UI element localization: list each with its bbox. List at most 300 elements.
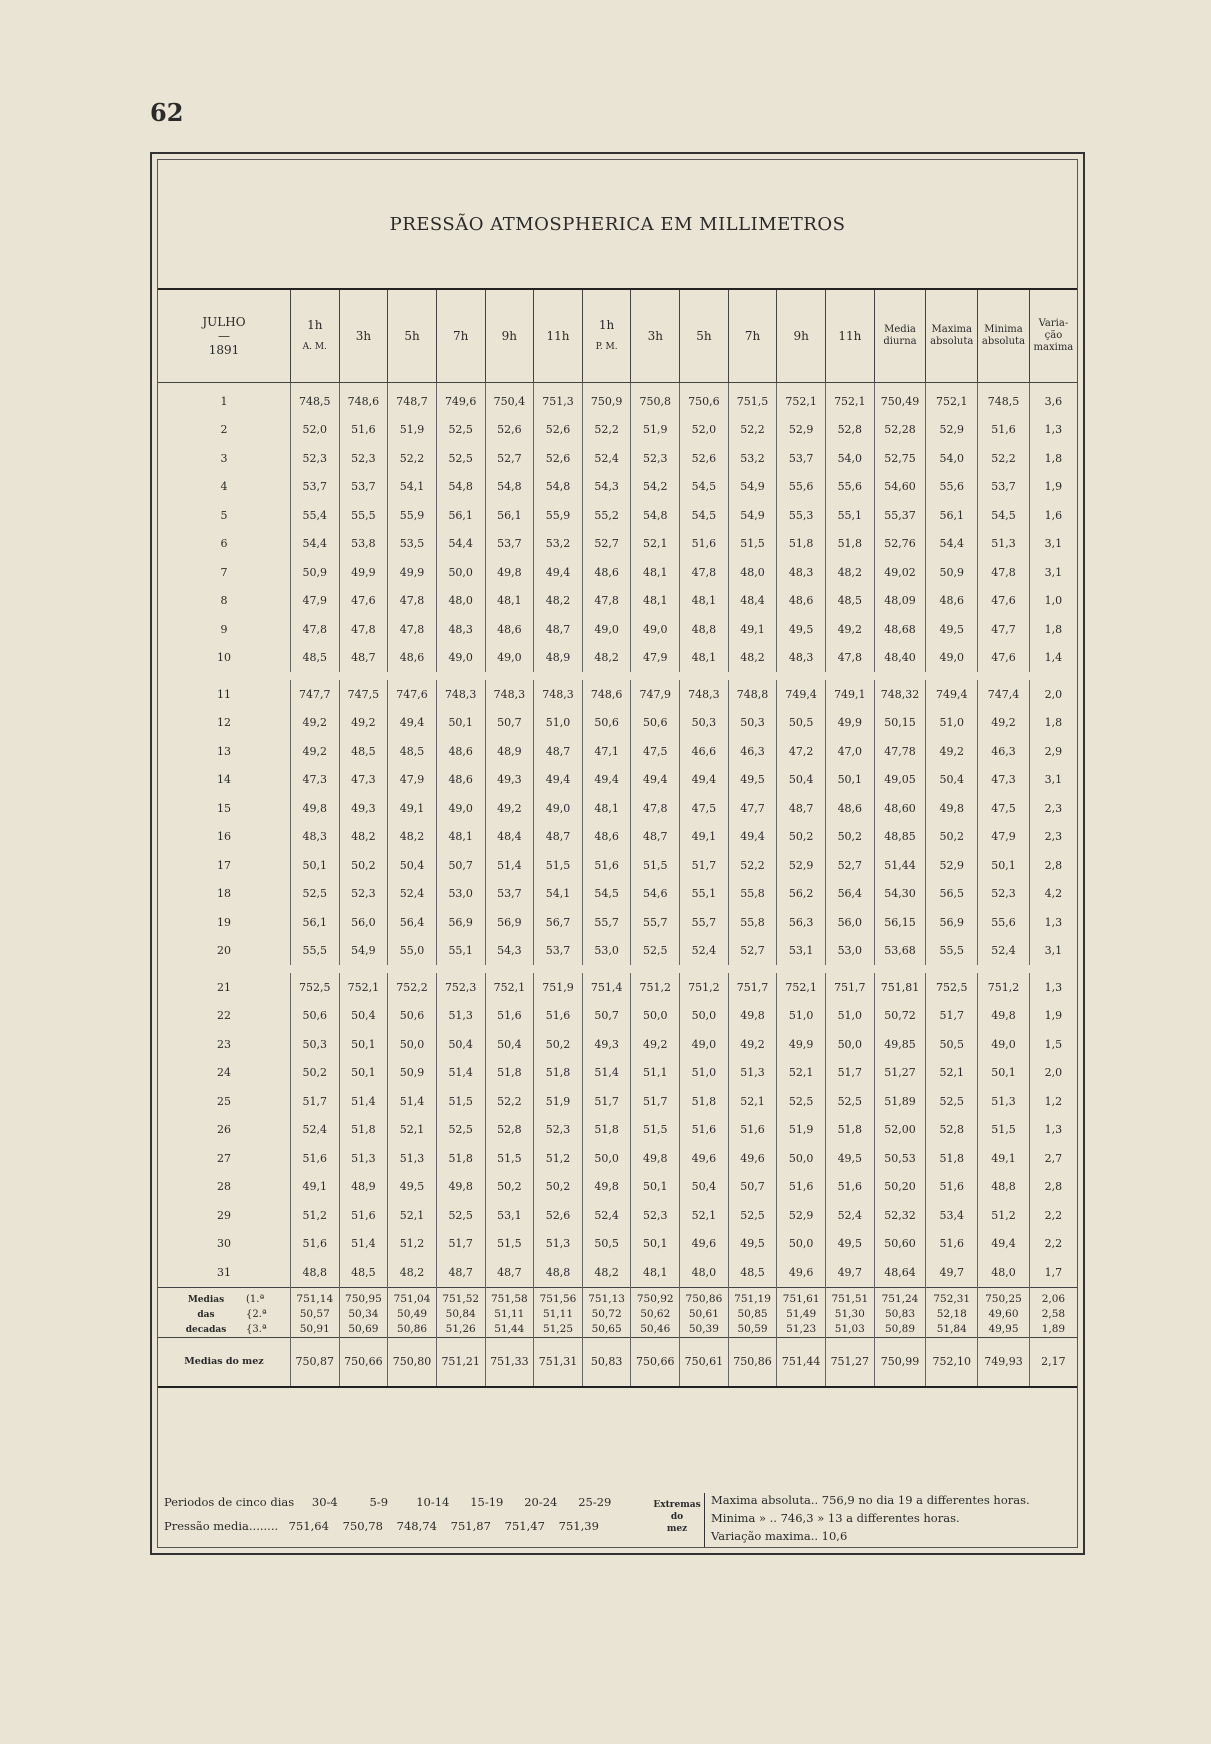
value-cell: 49,3 [582,1030,631,1059]
value-cell: 51,1 [631,1059,680,1088]
decade-value: 51,11 [485,1307,534,1322]
value-cell: 49,9 [339,558,388,587]
value-cell: 55,1 [436,937,485,966]
value-cell: 1,9 [1029,1002,1077,1031]
day-cell: 17 [216,858,231,872]
table-row [158,1002,1077,1031]
decade-value: 751,19 [728,1287,777,1307]
value-cell: 52,2 [978,444,1030,473]
value-cell: 47,8 [388,587,437,616]
value-cell: 52,1 [728,1087,777,1116]
value-cell: 51,6 [339,416,388,445]
value-cell: 54,0 [926,444,978,473]
value-cell: 56,4 [826,880,875,909]
value-cell: 49,5 [826,1144,875,1173]
day-cell: 25 [216,1094,231,1108]
value-cell: 55,3 [777,501,826,530]
value-cell: 48,6 [485,615,534,644]
value-cell: 48,2 [388,1258,437,1287]
day-cell: 29 [216,1208,231,1222]
value-cell: 52,7 [485,444,534,473]
value-cell: 48,1 [485,587,534,616]
value-cell: 1,8 [1029,444,1077,473]
value-cell: 52,1 [680,1201,729,1230]
header-hour [680,289,729,383]
value-cell: 52,4 [978,937,1030,966]
decade-label-cell [158,1322,290,1338]
value-cell: 51,6 [534,1002,583,1031]
value-cell: 49,8 [582,1173,631,1202]
value-cell: 48,6 [436,737,485,766]
value-cell: 48,7 [631,823,680,852]
day-cell: 19 [216,915,231,929]
value-cell: 53,7 [485,530,534,559]
value-cell: 51,6 [978,416,1030,445]
value-cell: 48,0 [728,558,777,587]
value-cell: 53,0 [826,937,875,966]
decade-value: 51,11 [534,1307,583,1322]
value-cell: 50,0 [388,1030,437,1059]
value-cell: 48,7 [436,1258,485,1287]
decade-value: 51,03 [826,1322,875,1338]
value-cell: 50,53 [874,1144,926,1173]
decade-value: 49,60 [978,1307,1030,1322]
value-cell: 54,8 [631,501,680,530]
value-cell: 51,8 [534,1059,583,1088]
table-row [158,1230,1077,1259]
value-cell: 54,0 [826,444,875,473]
value-cell: 49,8 [290,794,339,823]
value-cell: 47,5 [978,794,1030,823]
value-cell: 51,9 [388,416,437,445]
value-cell: 51,7 [290,1087,339,1116]
value-cell: 55,2 [582,501,631,530]
value-cell: 49,5 [777,615,826,644]
extremes-label-line: Extremas [653,1500,701,1510]
header-pm: P. M. [595,342,618,352]
value-cell: 51,2 [388,1230,437,1259]
value-cell: 51,3 [339,1144,388,1173]
table-row [158,615,1077,644]
value-cell: 52,5 [826,1087,875,1116]
value-cell: 49,0 [485,644,534,673]
value-cell: 49,4 [978,1230,1030,1259]
value-cell: 48,60 [874,794,926,823]
value-cell: 51,4 [339,1087,388,1116]
value-cell: 48,0 [436,587,485,616]
decade-label: das [197,1309,215,1320]
period: 15-19 [470,1495,504,1509]
value-cell: 48,64 [874,1258,926,1287]
value-cell: 48,6 [826,794,875,823]
value-cell: 48,3 [436,615,485,644]
periods-label: Periodos de cinco dias [164,1495,298,1509]
value-cell: 51,0 [534,709,583,738]
value-cell: 48,2 [534,587,583,616]
value-cell: 1,8 [1029,615,1077,644]
value-cell: 47,3 [290,766,339,795]
value-cell: 49,8 [631,1144,680,1173]
value-cell: 1,5 [1029,1030,1077,1059]
day-cell: 4 [220,480,228,494]
header-hour-label: 11h [546,329,570,343]
decade-label: decadas [185,1324,227,1335]
month-means-value: 749,93 [978,1337,1030,1387]
value-cell: 48,2 [388,823,437,852]
header-hour-label: 7h [744,329,761,343]
value-cell: 2,3 [1029,794,1077,823]
value-cell: 750,6 [680,383,729,416]
value-cell: 54,4 [436,530,485,559]
value-cell: 51,2 [978,1201,1030,1230]
day-cell: 21 [216,980,231,994]
header-hour-label: 11h [838,329,862,343]
value-cell: 56,3 [777,908,826,937]
value-cell: 1,9 [1029,473,1077,502]
header-hour [485,289,534,383]
value-cell: 50,0 [436,558,485,587]
value-cell: 56,1 [926,501,978,530]
decade-value: 50,49 [388,1307,437,1322]
value-cell: 54,5 [582,880,631,909]
header-hour-label: 3h [647,329,663,343]
value-cell: 51,8 [339,1116,388,1145]
value-cell: 49,1 [728,615,777,644]
header-media-diurna-line: diurna [883,336,917,347]
value-cell: 50,1 [631,1230,680,1259]
value-cell: 53,1 [777,937,826,966]
value-cell: 56,4 [388,908,437,937]
value-cell: 51,5 [728,530,777,559]
value-cell: 47,0 [826,737,875,766]
value-cell: 53,1 [485,1201,534,1230]
value-cell: 49,0 [436,794,485,823]
day-cell: 10 [216,651,231,665]
pressure-line [164,1519,622,1543]
value-cell: 55,5 [290,937,339,966]
value-cell: 48,5 [728,1258,777,1287]
value-cell: 51,0 [826,1002,875,1031]
decade-value: 50,85 [728,1307,777,1322]
period: 25-29 [578,1495,612,1509]
value-cell: 50,6 [631,709,680,738]
value-cell: 46,3 [978,737,1030,766]
header-hour-label: 9h [793,329,809,343]
value-cell: 49,6 [680,1230,729,1259]
value-cell: 52,5 [436,1116,485,1145]
decade-value: 750,95 [339,1287,388,1307]
value-cell: 49,2 [631,1030,680,1059]
value-cell: 54,5 [680,473,729,502]
value-cell: 49,5 [926,615,978,644]
day-cell: 8 [220,594,228,608]
value-cell: 2,9 [1029,737,1077,766]
value-cell: 56,5 [926,880,978,909]
value-cell: 56,9 [485,908,534,937]
value-cell: 48,9 [339,1173,388,1202]
value-cell: 51,4 [388,1087,437,1116]
decade-value: 50,59 [728,1322,777,1338]
value-cell: 50,7 [582,1002,631,1031]
value-cell: 56,0 [339,908,388,937]
value-cell: 747,6 [388,680,437,709]
value-cell: 48,7 [534,823,583,852]
decade-value: 750,25 [978,1287,1030,1307]
value-cell: 54,6 [631,880,680,909]
value-cell: 49,6 [680,1144,729,1173]
value-cell: 49,6 [728,1144,777,1173]
decade-label-cell [158,1307,290,1322]
value-cell: 51,7 [582,1087,631,1116]
value-cell: 49,5 [388,1173,437,1202]
decade-value: 751,14 [290,1287,339,1307]
decade-index: {3.ª [246,1323,267,1335]
day-cell: 1 [220,394,228,408]
table-row [158,1258,1077,1287]
value-cell: 52,8 [926,1116,978,1145]
month-means-value: 750,61 [680,1337,729,1387]
value-cell: 49,4 [631,766,680,795]
value-cell: 52,75 [874,444,926,473]
value-cell: 2,2 [1029,1201,1077,1230]
decade-value: 1,89 [1029,1322,1077,1338]
value-cell: 752,1 [926,383,978,416]
value-cell: 47,9 [631,644,680,673]
value-cell: 1,4 [1029,644,1077,673]
value-cell: 2,3 [1029,823,1077,852]
value-cell: 47,6 [978,644,1030,673]
value-cell: 52,1 [926,1059,978,1088]
pressure-value: 751,87 [450,1519,491,1533]
value-cell: 52,3 [631,1201,680,1230]
value-cell: 1,3 [1029,973,1077,1002]
value-cell: 55,7 [582,908,631,937]
value-cell: 752,5 [926,973,978,1002]
header-am: A. M. [302,342,327,352]
decade-row [158,1307,1077,1322]
value-cell: 747,7 [290,680,339,709]
value-cell: 752,1 [777,973,826,1002]
header-variacao-maxima-line: maxima [1033,342,1074,353]
value-cell: 47,6 [339,587,388,616]
value-cell: 47,9 [978,823,1030,852]
value-cell: 52,76 [874,530,926,559]
value-cell: 52,6 [534,1201,583,1230]
value-cell: 48,4 [485,823,534,852]
value-cell: 52,5 [436,444,485,473]
value-cell: 50,1 [339,1030,388,1059]
periods-line [164,1495,622,1519]
value-cell: 48,1 [631,587,680,616]
value-cell: 47,9 [290,587,339,616]
header-hour [582,289,631,383]
value-cell: 49,8 [926,794,978,823]
decade-value: 50,57 [290,1307,339,1322]
value-cell: 52,5 [728,1201,777,1230]
day-cell: 15 [216,801,231,815]
value-cell: 752,5 [290,973,339,1002]
decade-value: 2,58 [1029,1307,1077,1322]
decade-value: 50,34 [339,1307,388,1322]
value-cell: 54,5 [978,501,1030,530]
day-cell: 20 [216,944,231,958]
value-cell: 47,2 [777,737,826,766]
value-cell: 49,4 [534,558,583,587]
value-cell: 2,2 [1029,1230,1077,1259]
table-row [158,530,1077,559]
value-cell: 752,1 [485,973,534,1002]
table-row [158,383,1077,416]
value-cell: 53,4 [926,1201,978,1230]
value-cell: 55,7 [680,908,729,937]
value-cell: 48,3 [290,823,339,852]
value-cell: 51,6 [777,1173,826,1202]
value-cell: 751,2 [631,973,680,1002]
value-cell: 52,4 [388,880,437,909]
value-cell: 52,1 [631,530,680,559]
value-cell: 55,8 [728,880,777,909]
value-cell: 52,5 [436,416,485,445]
value-cell: 750,8 [631,383,680,416]
table-row [158,1201,1077,1230]
extremes-line: Maxima absoluta.. 756,9 no dia 19 a differentes horas. [711,1493,1030,1507]
value-cell: 46,6 [680,737,729,766]
value-cell: 52,9 [926,416,978,445]
header-hour-label: 5h [696,329,712,343]
value-cell: 48,7 [485,1258,534,1287]
value-cell: 750,4 [485,383,534,416]
value-cell: 51,8 [926,1144,978,1173]
decade-value: 51,44 [485,1322,534,1338]
value-cell: 52,1 [388,1116,437,1145]
value-cell: 47,8 [680,558,729,587]
header-hour-label: 9h [501,329,518,343]
value-cell: 48,1 [582,794,631,823]
value-cell: 50,1 [631,1173,680,1202]
value-cell: 51,5 [534,851,583,880]
value-cell: 48,7 [534,737,583,766]
month-means-value: 751,21 [436,1337,485,1387]
value-cell: 50,0 [680,1002,729,1031]
value-cell: 51,3 [436,1002,485,1031]
value-cell: 47,5 [631,737,680,766]
value-cell: 49,4 [388,709,437,738]
value-cell: 55,1 [680,880,729,909]
value-cell: 52,3 [339,444,388,473]
value-cell: 52,4 [582,1201,631,1230]
day-cell: 26 [216,1123,231,1137]
value-cell: 53,7 [339,473,388,502]
header-minima-absoluta-line: Minima [984,324,1023,335]
value-cell: 47,3 [339,766,388,795]
value-cell: 3,6 [1029,383,1077,416]
day-cell: 16 [216,830,231,844]
value-cell: 49,2 [728,1030,777,1059]
gap-cell [158,965,1077,973]
header-hour-label: 1h [307,318,323,332]
value-cell: 2,8 [1029,851,1077,880]
value-cell: 50,0 [826,1030,875,1059]
value-cell: 50,5 [777,709,826,738]
value-cell: 51,9 [777,1116,826,1145]
value-cell: 49,4 [582,766,631,795]
value-cell: 55,6 [978,908,1030,937]
decade-value: 751,56 [534,1287,583,1307]
value-cell: 48,1 [680,644,729,673]
value-cell: 49,2 [826,615,875,644]
value-cell: 56,9 [436,908,485,937]
value-cell: 56,0 [826,908,875,937]
value-cell: 52,2 [582,416,631,445]
value-cell: 748,5 [290,383,339,416]
value-cell: 54,3 [485,937,534,966]
month-means-value: 50,83 [582,1337,631,1387]
value-cell: 751,4 [582,973,631,1002]
decade-index: {2.ª [246,1308,267,1320]
value-cell: 1,6 [1029,501,1077,530]
header-hour-label: 5h [404,329,420,343]
value-cell: 54,1 [534,880,583,909]
pressure-value: 751,64 [288,1519,329,1533]
header-month-year [158,289,290,383]
table-row [158,794,1077,823]
value-cell: 49,9 [826,709,875,738]
decade-value: 50,89 [874,1322,926,1338]
value-cell: 48,1 [436,823,485,852]
value-cell: 53,7 [777,444,826,473]
value-cell: 51,8 [436,1144,485,1173]
day-cell: 3 [220,451,228,465]
value-cell: 55,1 [826,501,875,530]
value-cell: 49,8 [728,1002,777,1031]
month-means-value: 751,27 [826,1337,875,1387]
value-cell: 48,2 [728,644,777,673]
value-cell: 50,15 [874,709,926,738]
value-cell: 52,5 [777,1087,826,1116]
pressure-table-wrap [158,288,1077,1388]
value-cell: 751,7 [826,973,875,1002]
value-cell: 50,72 [874,1002,926,1031]
month-means-value: 750,86 [728,1337,777,1387]
value-cell: 52,3 [534,1116,583,1145]
extremes-line: Variação maxima.. 10,6 [711,1529,848,1543]
value-cell: 49,2 [290,737,339,766]
value-cell: 54,9 [728,501,777,530]
value-cell: 55,7 [631,908,680,937]
header-hour [534,289,583,383]
decade-value: 751,24 [874,1287,926,1307]
value-cell: 46,3 [728,737,777,766]
value-cell: 54,9 [728,473,777,502]
value-cell: 748,3 [485,680,534,709]
decade-value: 50,61 [680,1307,729,1322]
value-cell: 48,9 [534,644,583,673]
value-cell: 50,4 [485,1030,534,1059]
value-cell: 49,1 [388,794,437,823]
value-cell: 54,3 [582,473,631,502]
value-cell: 52,32 [874,1201,926,1230]
value-cell: 52,2 [485,1087,534,1116]
value-cell: 2,8 [1029,1173,1077,1202]
value-cell: 750,49 [874,383,926,416]
value-cell: 52,6 [680,444,729,473]
value-cell: 52,7 [728,937,777,966]
value-cell: 51,6 [680,530,729,559]
value-cell: 54,1 [388,473,437,502]
value-cell: 52,5 [290,880,339,909]
decade-value: 50,84 [436,1307,485,1322]
value-cell: 751,5 [728,383,777,416]
